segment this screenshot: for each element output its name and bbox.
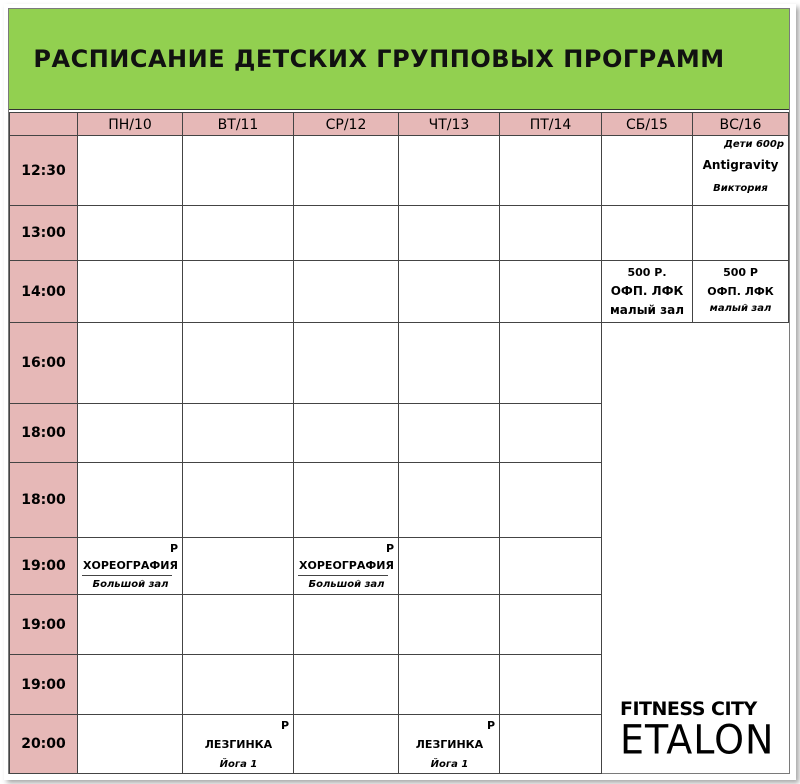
time-slot: 19:00: [9, 538, 78, 595]
grid-cell: [500, 595, 602, 655]
event-price: Дети 600р: [723, 139, 784, 150]
grid-cell: [183, 136, 294, 206]
event-thu-lezginka[interactable]: [400, 716, 499, 773]
title-banner: [9, 9, 789, 110]
grid-cell: [500, 655, 602, 715]
day-header-wed: СР/12: [294, 112, 399, 136]
grid-cell: [294, 715, 399, 774]
event-name: ОФП. ЛФК: [707, 285, 774, 298]
grid-cell: [500, 538, 602, 595]
grid-cell: [183, 538, 294, 595]
badge-r: Р: [486, 719, 495, 732]
grid-cell: [399, 323, 500, 404]
grid-cell: [78, 206, 183, 261]
grid-cell: [294, 323, 399, 404]
grid-cell: [294, 261, 399, 323]
grid-cell: [500, 136, 602, 206]
grid-cell: [294, 595, 399, 655]
event-sun-ofp[interactable]: [693, 261, 789, 323]
grid-cell: [78, 595, 183, 655]
time-slot: 14:00: [9, 261, 78, 323]
grid-cell: [500, 261, 602, 323]
logo-line-2: ETALON: [620, 716, 775, 764]
event-room: Йога 1: [219, 759, 258, 770]
grid-cell: [183, 261, 294, 323]
grid-cell: [500, 206, 602, 261]
time-slot: 19:00: [9, 595, 78, 655]
day-header-sat: СБ/15: [602, 112, 693, 136]
grid-cell: [183, 463, 294, 538]
time-slot: 13:00: [9, 206, 78, 261]
grid-cell: [78, 323, 183, 404]
grid-cell: [294, 655, 399, 715]
event-trainer: Виктория: [713, 183, 768, 194]
grid-cell: [399, 463, 500, 538]
grid-cell: [294, 404, 399, 463]
grid-cell: [399, 595, 500, 655]
schedule-title: РАСПИСАНИЕ ДЕТСКИХ ГРУППОВЫХ ПРОГРАММ: [33, 45, 725, 73]
event-wed-choreography[interactable]: [295, 539, 398, 594]
grid-cell: [294, 463, 399, 538]
grid-cell: [78, 715, 183, 774]
grid-cell: [602, 136, 693, 206]
event-price: 500 Р.: [627, 266, 667, 279]
grid-cell: [399, 206, 500, 261]
grid-cell: [602, 206, 693, 261]
grid-cell: [183, 206, 294, 261]
grid-cell: [183, 404, 294, 463]
time-slot: 19:00: [9, 655, 78, 715]
grid-cell: [294, 136, 399, 206]
event-room: малый зал: [610, 303, 684, 317]
event-name: Antigravity: [702, 158, 779, 172]
grid-cell: [500, 404, 602, 463]
grid-cell: [399, 261, 500, 323]
time-slot: 20:00: [9, 715, 78, 774]
divider: [298, 575, 388, 576]
grid-cell: [78, 463, 183, 538]
event-tue-lezginka[interactable]: [184, 716, 293, 773]
badge-r: Р: [169, 542, 178, 555]
grid-cell: [399, 538, 500, 595]
fitness-city-logo: [620, 698, 775, 764]
grid-cell: [183, 655, 294, 715]
event-sat-ofp[interactable]: [602, 261, 693, 323]
event-name: ЛЕЗГИНКА: [415, 738, 484, 751]
divider: [82, 575, 172, 576]
day-header-fri: ПТ/14: [500, 112, 602, 136]
time-slot: 12:30: [9, 136, 78, 206]
day-header-tue: ВТ/11: [183, 112, 294, 136]
day-header-mon: ПН/10: [78, 112, 183, 136]
grid-cell: [78, 404, 183, 463]
grid-cell: [183, 595, 294, 655]
event-room: Большой зал: [92, 579, 169, 590]
grid-cell: [399, 655, 500, 715]
event-name: ХОРЕОГРАФИЯ: [299, 559, 394, 572]
grid-cell: [500, 463, 602, 538]
badge-r: Р: [385, 542, 394, 555]
day-header-thu: ЧТ/13: [399, 112, 500, 136]
event-room: Большой зал: [308, 579, 385, 590]
grid-cell: [500, 715, 602, 774]
grid-cell: [693, 206, 789, 261]
badge-r: Р: [280, 719, 289, 732]
grid-cell: [500, 323, 602, 404]
time-slot: 16:00: [9, 323, 78, 404]
event-sun-antigravity[interactable]: [693, 136, 789, 206]
event-name: ЛЕЗГИНКА: [204, 738, 273, 751]
event-name: ХОРЕОГРАФИЯ: [83, 559, 178, 572]
grid-cell: [399, 404, 500, 463]
event-room: малый зал: [709, 303, 772, 314]
event-name: ОФП. ЛФК: [610, 284, 684, 298]
grid-cell: [183, 323, 294, 404]
event-price: 500 Р: [723, 266, 758, 279]
logo-line-1: FITNESS CITY: [620, 698, 757, 720]
event-mon-choreography[interactable]: [79, 539, 182, 594]
grid-cell: [78, 655, 183, 715]
time-slot: 18:00: [9, 404, 78, 463]
grid-cell: [78, 136, 183, 206]
time-slot: 18:00: [9, 463, 78, 538]
corner-cell: [9, 112, 78, 136]
grid-cell: [399, 136, 500, 206]
grid-cell: [294, 206, 399, 261]
day-header-sun: ВС/16: [693, 112, 789, 136]
event-room: Йога 1: [430, 759, 469, 770]
grid-cell: [78, 261, 183, 323]
